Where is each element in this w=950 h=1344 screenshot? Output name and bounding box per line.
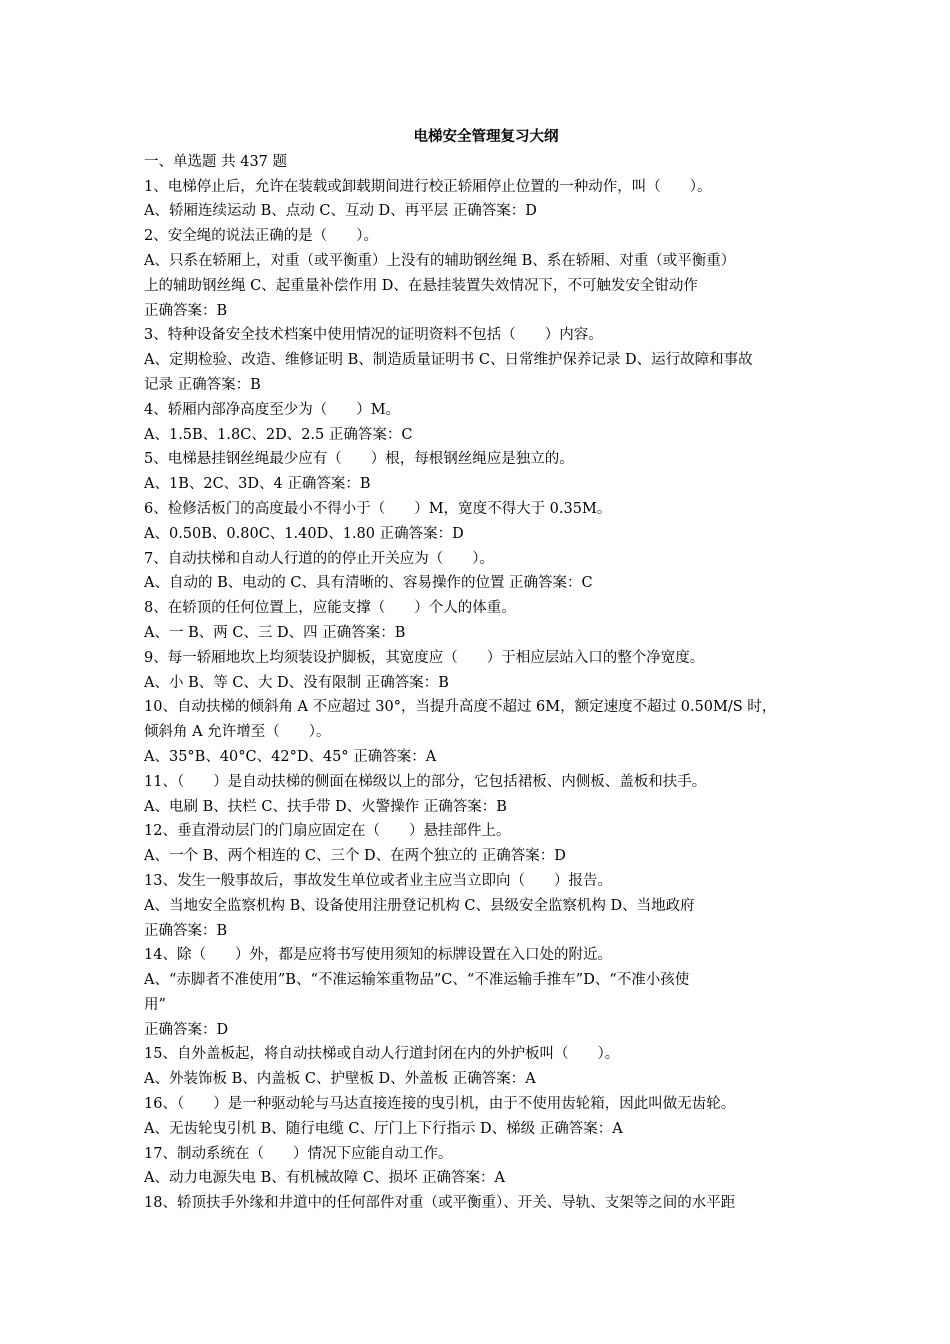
text-line: A、一 B、两 C、三 D、四 正确答案：B — [144, 624, 406, 641]
text-line: A、0.50B、0.80C、1.40D、1.80 正确答案：D — [144, 525, 464, 542]
text-line: 正确答案：B — [144, 302, 228, 319]
text-line: 18、轿顶扶手外缘和井道中的任何部件对重（或平衡重）、开关、导轨、支架等之间的水平距 — [144, 1195, 736, 1212]
text-line: 用” — [144, 996, 166, 1013]
document-title: 电梯安全管理复习大纲 — [413, 128, 559, 145]
text-line: 8、在轿顶的任何位置上，应能支撑（ ）个人的体重。 — [144, 600, 516, 617]
text-line: A、轿厢连续运动 B、点动 C、互动 D、再平层 正确答案：D — [144, 203, 537, 220]
text-line: 16、（ ）是一种驱动轮与马达直接连接的曳引机，由于不使用齿轮箱，因此叫做无齿轮。 — [144, 1096, 736, 1113]
text-line: 15、自外盖板起，将自动扶梯或自动人行道封闭在内的外护板叫（ ）。 — [144, 1046, 620, 1063]
text-line: 4、轿厢内部净高度至少为（ ）M。 — [144, 401, 401, 418]
document-page — [144, 125, 812, 1216]
text-line: 13、发生一般事故后，事故发生单位或者业主应当立即向（ ）报告。 — [144, 872, 612, 889]
text-line: 正确答案：B — [144, 922, 228, 939]
text-line: A、当地安全监察机构 B、设备使用注册登记机构 C、县级安全监察机构 D、当地政府 — [144, 897, 695, 914]
text-line: A、35°B、40°C、42°D、45° 正确答案：A — [144, 748, 437, 765]
text-line: 2、安全绳的说法正确的是（ ）。 — [144, 228, 378, 245]
text-line: 正确答案：D — [144, 1021, 229, 1038]
text-line: 17、制动系统在（ ）情况下应能自动工作。 — [144, 1145, 453, 1162]
text-line: 12、垂直滑动层门的门扇应固定在（ ）悬挂部件上。 — [144, 823, 511, 840]
text-line: 14、除（ ）外，都是应将书写使用须知的标牌设置在入口处的附近。 — [144, 947, 612, 964]
text-line: 9、每一轿厢地坎上均须装设护脚板，其宽度应（ ）于相应层站入口的整个净宽度。 — [144, 649, 705, 666]
text-line: 7、自动扶梯和自动人行道的的停止开关应为（ ）。 — [144, 550, 494, 567]
text-line: 倾斜角 A 允许增至（ ）。 — [144, 724, 331, 741]
text-line: A、自动的 B、电动的 C、具有清晰的、容易操作的位置 正确答案：C — [144, 575, 593, 592]
text-line: 3、特种设备安全技术档案中使用情况的证明资料不包括（ ）内容。 — [144, 327, 603, 344]
text-line: A、定期检验、改造、维修证明 B、制造质量证明书 C、日常维护保养记录 D、运行故障和事故 — [144, 352, 753, 369]
text-line: A、电刷 B、扶栏 C、扶手带 D、火警操作 正确答案：B — [144, 798, 507, 815]
text-line: 一、单选题 共 437 题 — [144, 153, 288, 170]
text-line: A、无齿轮曳引机 B、随行电缆 C、厅门上下行指示 D、梯级 正确答案：A — [144, 1120, 623, 1137]
text-line: A、只系在轿厢上，对重（或平衡重）上没有的辅助钢丝绳 B、系在轿厢、对重（或平衡重） — [144, 252, 736, 269]
text-line: A、1B、2C、3D、4 正确答案：B — [144, 476, 371, 493]
text-line: A、“赤脚者不准使用”B、“不准运输笨重物品”C、“不准运输手推车”D、“不准小孩使 — [144, 972, 690, 989]
text-line: 1、电梯停止后，允许在装载或卸载期间进行校正轿厢停止位置的一种动作，叫（ ）。 — [144, 178, 712, 195]
text-line: 11、（ ）是自动扶梯的侧面在梯级以上的部分，它包括裙板、内侧板、盖板和扶手。 — [144, 773, 707, 790]
text-line: A、动力电源失电 B、有机械故障 C、损坏 正确答案：A — [144, 1170, 506, 1187]
text-line: A、小 B、等 C、大 D、没有限制 正确答案：B — [144, 674, 449, 691]
text-line: A、1.5B、1.8C、2D、2.5 正确答案：C — [144, 426, 413, 443]
text-line: A、外装饰板 B、内盖板 C、护壁板 D、外盖板 正确答案：A — [144, 1071, 536, 1088]
text-line: 6、检修活板门的高度最小不得小于（ ）M，宽度不得大于 0.35M。 — [144, 500, 612, 517]
text-line: 5、电梯悬挂钢丝绳最少应有（ ）根，每根钢丝绳应是独立的。 — [144, 451, 574, 468]
text-line: A、一个 B、两个相连的 C、三个 D、在两个独立的 正确答案：D — [144, 848, 566, 865]
document-body — [144, 150, 812, 1216]
text-line: 上的辅助钢丝绳 C、起重量补偿作用 D、在悬挂装置失效情况下，不可触发安全钳动作 — [144, 277, 698, 294]
text-line: 10、自动扶梯的倾斜角 A 不应超过 30°，当提升高度不超过 6M，额定速度不超过 0.50M/S 时， — [144, 699, 777, 716]
text-line: 记录 正确答案：B — [144, 376, 261, 393]
